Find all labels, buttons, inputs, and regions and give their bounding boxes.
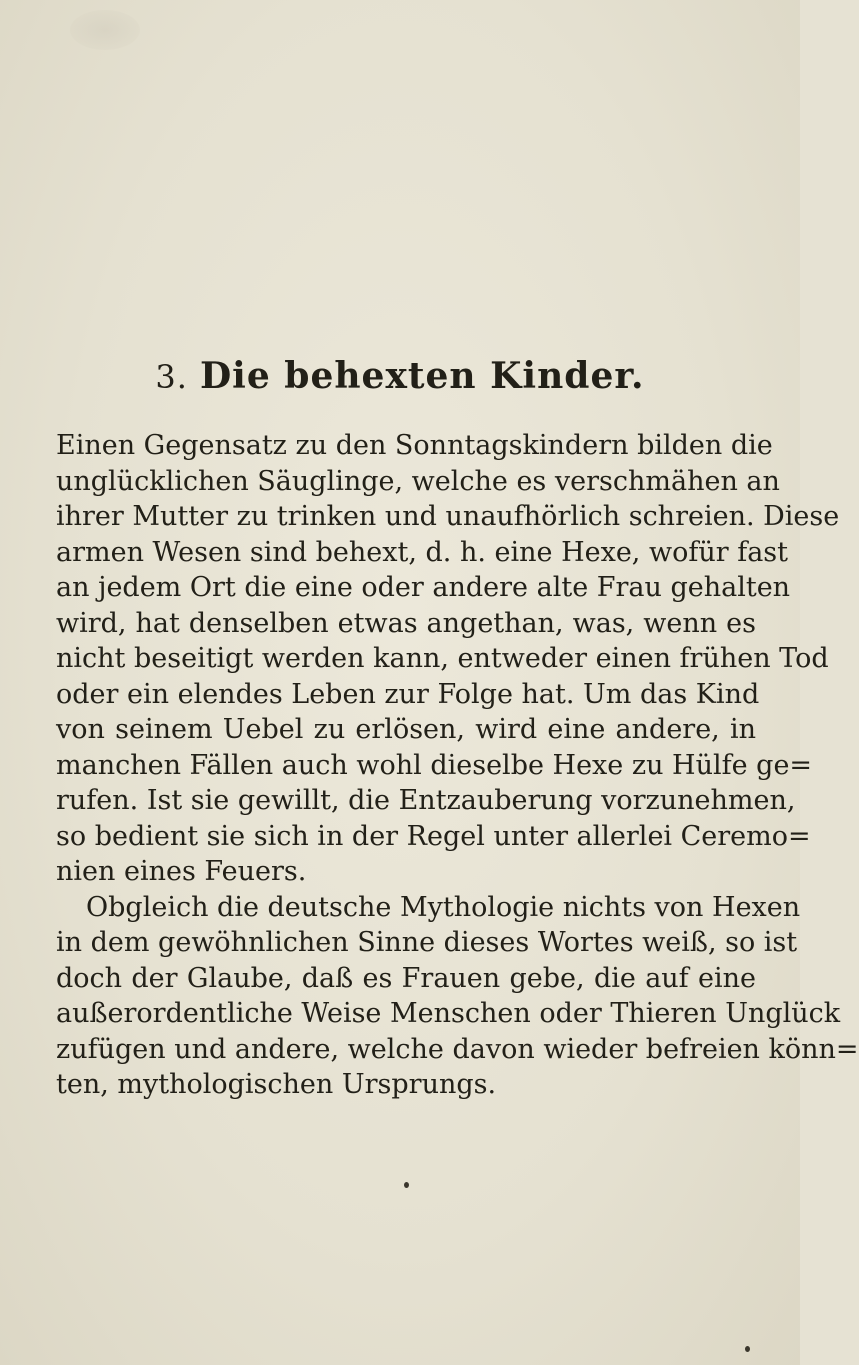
text-line: manchen Fällen auch wohl dieselbe Hexe zu Hülfe ge= (56, 749, 813, 781)
text-line: Einen Gegensatz zu den Sonntagskindern bilden die (56, 430, 773, 461)
section-title: Die behexten Kinder. (199, 355, 645, 397)
text-line: doch der Glaube, daß es Frauen gebe, die auf eine (56, 962, 756, 994)
paper-stain (70, 10, 140, 50)
text-line: ihrer Mutter zu trinken und unaufhörlich schreien. Diese (56, 501, 840, 532)
paragraph (56, 428, 840, 890)
section-heading (0, 355, 800, 397)
body-text (56, 428, 859, 1103)
text-line: zufügen und andere, welche davon wieder befreien könn= (56, 1033, 859, 1065)
text-line: in dem gewöhnlichen Sinne dieses Wortes weiß, so ist (56, 927, 798, 958)
text-line: so bedient sie sich in der Regel unter allerlei Ceremo= (56, 820, 811, 852)
text-line: an jedem Ort die eine oder andere alte Frau gehalten (56, 572, 791, 603)
text-line: nicht beseitigt werden kann, entweder einen frühen Tod (56, 643, 829, 674)
ink-speck (404, 1182, 409, 1188)
paragraph (56, 890, 859, 1103)
text-line: rufen. Ist sie gewillt, die Entzauberung vorzunehmen, (56, 785, 796, 816)
ink-speck (745, 1346, 750, 1352)
text-line: nien eines Feuers. (56, 856, 307, 887)
text-line: außerordentliche Weise Menschen oder Thieren Unglück (56, 998, 841, 1029)
section-number: 3. (155, 358, 188, 396)
text-line: wird, hat denselben etwas angethan, was, wenn es (56, 607, 756, 639)
text-line: Obgleich die deutsche Mythologie nichts von Hexen (86, 891, 801, 923)
text-line: armen Wesen sind behext, d. h. eine Hexe, wofür fast (56, 536, 789, 568)
text-line: ten, mythologischen Ursprungs. (56, 1069, 497, 1100)
text-line: von seinem Uebel zu erlösen, wird eine andere, in (56, 714, 756, 745)
text-line: oder ein elendes Leben zur Folge hat. Um das Kind (56, 678, 760, 710)
text-line: unglücklichen Säuglinge, welche es verschmähen an (56, 465, 780, 497)
